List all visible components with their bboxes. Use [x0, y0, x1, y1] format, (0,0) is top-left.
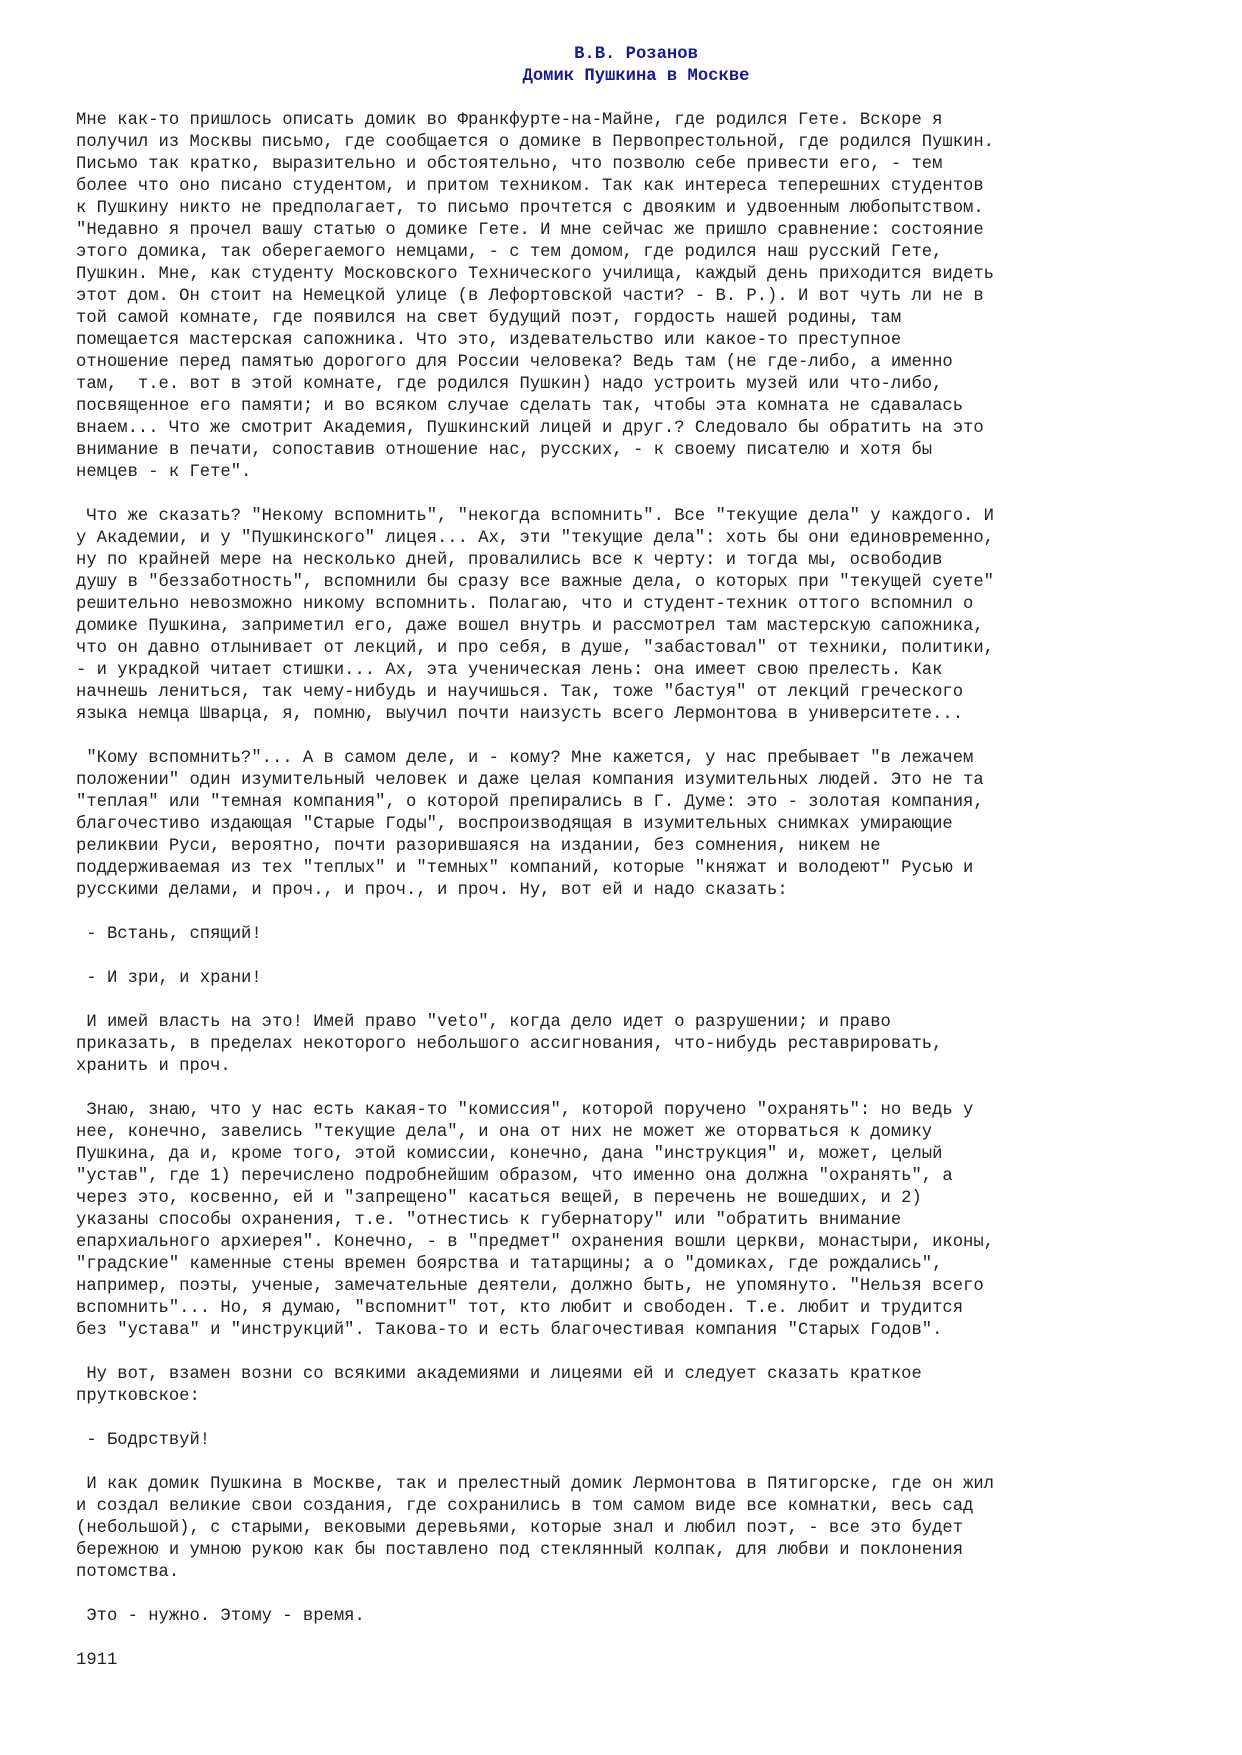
paragraph-company: "Кому вспомнить?"... А в самом деле, и - кому? Мне кажется, у нас пребывает "в лежачем положении" один изумительный человек и даже целая компания изумительных людей. Это не та "теплая" или "темная компания", о которой препирались в Г. Думе: это - золотая компания, благочестиво издающая "Старые Годы", воспроизводящая в изумительных снимках умирающие реликвии Руси, вероятно, почти разорившаяся на издании, без сомнения, никем не поддерживаемая из тех "теплых" и "темных" компаний, которые "княжат и володеют" Русью и русскими делами, и проч., и проч., и проч. Ну, вот ей и надо сказать: — [76, 749, 984, 900]
paragraph-prutkov: Ну вот, взамен возни со всякими академиями и лицеями ей и следует сказать краткое прутковское: — [76, 1365, 922, 1406]
paragraph-veto: И имей власть на это! Имей право "veto", когда дело идет о разрушении; и право приказать, в пределах некоторого небольшого ассигнования, что-нибудь реставрировать, хранить и проч. — [76, 1013, 943, 1076]
document-body — [76, 110, 1196, 1672]
document-page — [76, 44, 1196, 1672]
publication-year: 1911 — [76, 1651, 118, 1670]
paragraph-call-rise: - Встань, спящий! — [76, 925, 262, 944]
document-header — [76, 44, 1196, 88]
paragraph-lermontov: И как домик Пушкина в Москве, так и прелестный домик Лермонтова в Пятигорске, где он жил и создал великие свои создания, где сохранились в том самом виде все комнатки, весь сад (небольшой), с старыми, вековыми деревьями, которые знал и любил поэт, - все это будет бережною и умною рукою как бы поставлено под стеклянный колпак, для любви и поклонения потомства. — [76, 1475, 994, 1582]
paragraph-letter: Мне как-то пришлось описать домик во Франкфурте-на-Майне, где родился Гете. Вскоре я получил из Москвы письмо, где сообщается о домике в Первопрестольной, где родился Пушкин. Письмо так кратко, выразительно и обстоятельно, что позволю себе привести его, - тем более что оно писано студентом, и притом техником. Так как интереса теперешних студентов к Пушкину никто не предполагает, то письмо прочтется с двояким и удвоенным любопытством. "Недавно я прочел вашу статью о домике Гете. И мне сейчас же пришло сравнение: состояние этого домика, так оберегаемого немцами, - с тем домом, где родился наш русский Гете, Пушкин. Мне, как студенту Московского Технического училища, каждый день приходится видеть этот дом. Он стоит на Немецкой улице (в Лефортовской части? - В. Р.). И вот чуть ли не в той самой комнате, где появился на свет будущий поэт, гордость нашей родины, там помещается мастерская сапожника. Что это, издевательство или какое-то преступное отношение перед памятью дорогого для России человека? Ведь там (не где-либо, а именно там, т.е. вот в этой комнате, где родился Пушкин) надо устроить музей или что-либо, посвященное его памяти; и во всяком случае сделать так, чтобы эта комната не сдавалась внаем... Что же смотрит Академия, Пушкинский лицей и друг.? Следовало бы обратить на это внимание в печати, сопоставив отношение нас, русских, - к своему писателю и хотя бы немцев - к Гете". — [76, 111, 994, 482]
paragraph-reflection: Что же сказать? "Некому вспомнить", "некогда вспомнить". Все "текущие дела" у каждого. И у Академии, и у "Пушкинского" лицея... Ах, эти "текущие дела": хоть бы они единовременно, ну по крайней мере на несколько дней, провалились все к черту: и тогда мы, освободив душу в "беззаботность", вспомнили бы сразу все важные дела, о которых при "текущей суете" решительно невозможно никому вспомнить. Полагаю, что и студент-техник оттого вспомнил о домике Пушкина, заприметил его, даже вошел внутрь и рассмотрел там мастерскую сапожника, что он давно отлынивает от лекций, и про себя, в душе, "забастовал" от техники, политики, - и украдкой читает стишки... Ах, эта ученическая лень: она имеет свою прелесть. Как начнешь лениться, так чему-нибудь и научишься. Так, тоже "бастуя" от лекций греческого языка немца Шварца, я, помню, выучил почти наизусть всего Лермонтова в университете... — [76, 507, 994, 724]
paragraph-conclusion: Это - нужно. Этому - время. — [76, 1607, 365, 1626]
paragraph-commission: Знаю, знаю, что у нас есть какая-то "комиссия", которой поручено "охранять": но ведь у нее, конечно, завелись "текущие дела", и она от них не может же оторваться к домику Пушкина, да и, кроме того, этой комиссии, конечно, дана "инструкция" и, может, целый "устав", где 1) перечислено подробнейшим образом, что именно она должна "охранять", а через это, косвенно, ей и "запрещено" касаться вещей, в перечень не вошедших, и 2) указаны способы охранения, т.е. "отнестись к губернатору" или "обратить внимание епархиального архиерея". Конечно, - в "предмет" охранения вошли церкви, монастыри, иконы, "градские" каменные стены времен боярства и татарщины; а о "домиках, где рождались", например, поэты, ученые, замечательные деятели, должно быть, не упомянуто. "Нельзя всего вспомнить"... Но, я думаю, "вспомнит" тот, кто любит и свободен. Т.е. любит и трудится без "устава" и "инструкций". Такова-то и есть благочестивая компания "Старых Годов". — [76, 1101, 994, 1340]
document-title: Домик Пушкина в Москве — [522, 67, 750, 86]
paragraph-call-awake: - Бодрствуй! — [76, 1431, 211, 1450]
paragraph-call-keep: - И зри, и храни! — [76, 969, 262, 988]
author-name: В.В. Розанов — [574, 45, 698, 64]
